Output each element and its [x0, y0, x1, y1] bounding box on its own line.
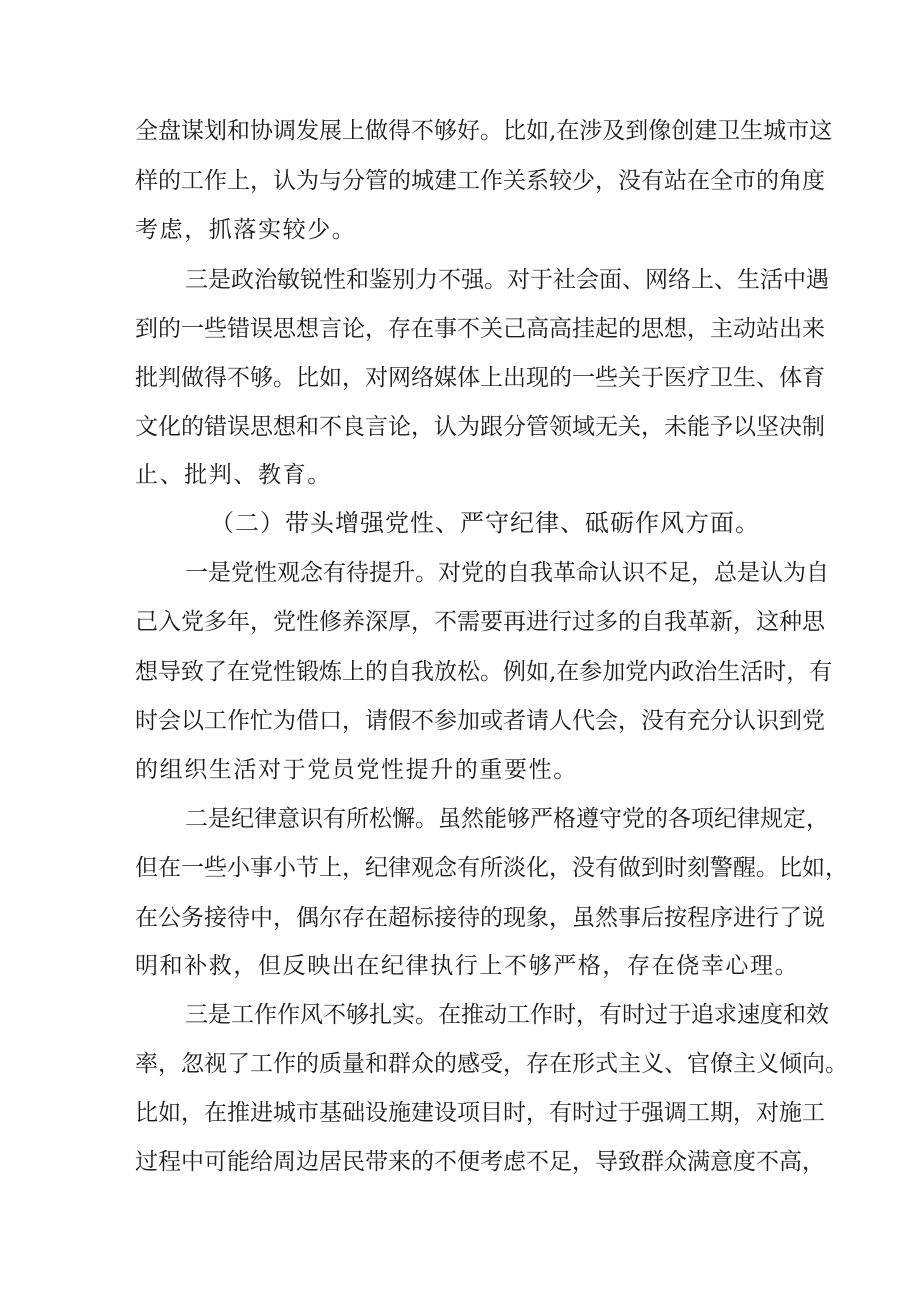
text-line: 率，忽视了工作的质量和群众的感受，存在形式主义、官僚主义倾向。 — [135, 1051, 848, 1077]
text-line: 明和补救，但反映出在纪律执行上不够严格，存在侥幸心理。 — [135, 953, 800, 979]
paragraph-first-line: 三是政治敏锐性和鉴别力不强。对于社会面、网络上、生活中遇 — [185, 267, 829, 293]
text-line: 批判做得不够。比如，对网络媒体上出现的一些关于医疗卫生、体育 — [135, 365, 825, 391]
paragraph-first-line: 二是纪律意识有所松懈。虽然能够严格遵守党的各项纪律规定， — [185, 806, 829, 832]
text-line: 比如，在推进城市基础设施建设项目时，有时过于强调工期，对施工 — [135, 1100, 825, 1126]
text-line: 在公务接待中，偶尔存在超标接待的现象，虽然事后按程序进行了说 — [135, 905, 825, 931]
text-line: 但在一些小事小节上，纪律观念有所淡化，没有做到时刻警醒。比如， — [135, 855, 848, 881]
text-line: 时会以工作忙为借口，请假不参加或者请人代会，没有充分认识到党 — [135, 708, 825, 734]
section-heading: （二）带头增强党性、严守纪律、砥砺作风方面。 — [210, 509, 760, 537]
text-line: 止、批判、教育。 — [135, 462, 332, 488]
text-line: 的组织生活对于党员党性提升的重要性。 — [135, 757, 578, 783]
paragraph-first-line: 一是党性观念有待提升。对党的自我革命认识不足，总是认为自 — [185, 560, 829, 586]
text-line: 样的工作上，认为与分管的城建工作关系较少，没有站在全市的角度 — [135, 168, 825, 194]
text-line: 到的一些错误思想言论，存在事不关己高高挂起的思想，主动站出来 — [135, 316, 825, 342]
text-line: 想导致了在党性锻炼上的自我放松。例如,在参加党内政治生活时，有 — [135, 659, 833, 685]
text-line: 文化的错误思想和不良言论，认为跟分管领域无关，未能予以坚决制 — [135, 414, 825, 440]
paragraph-first-line: 三是工作作风不够扎实。在推动工作时，有时过于追求速度和效 — [185, 1002, 829, 1028]
text-line: 考虑，抓落实较少。 — [135, 217, 357, 243]
text-line: 全盘谋划和协调发展上做得不够好。比如,在涉及到像创建卫生城市这 — [135, 118, 833, 144]
text-line: 过程中可能给周边居民带来的不便考虑不足，导致群众满意度不高， — [135, 1149, 825, 1175]
text-line: 己入党多年，党性修养深厚，不需要再进行过多的自我革新，这种思 — [135, 609, 825, 635]
